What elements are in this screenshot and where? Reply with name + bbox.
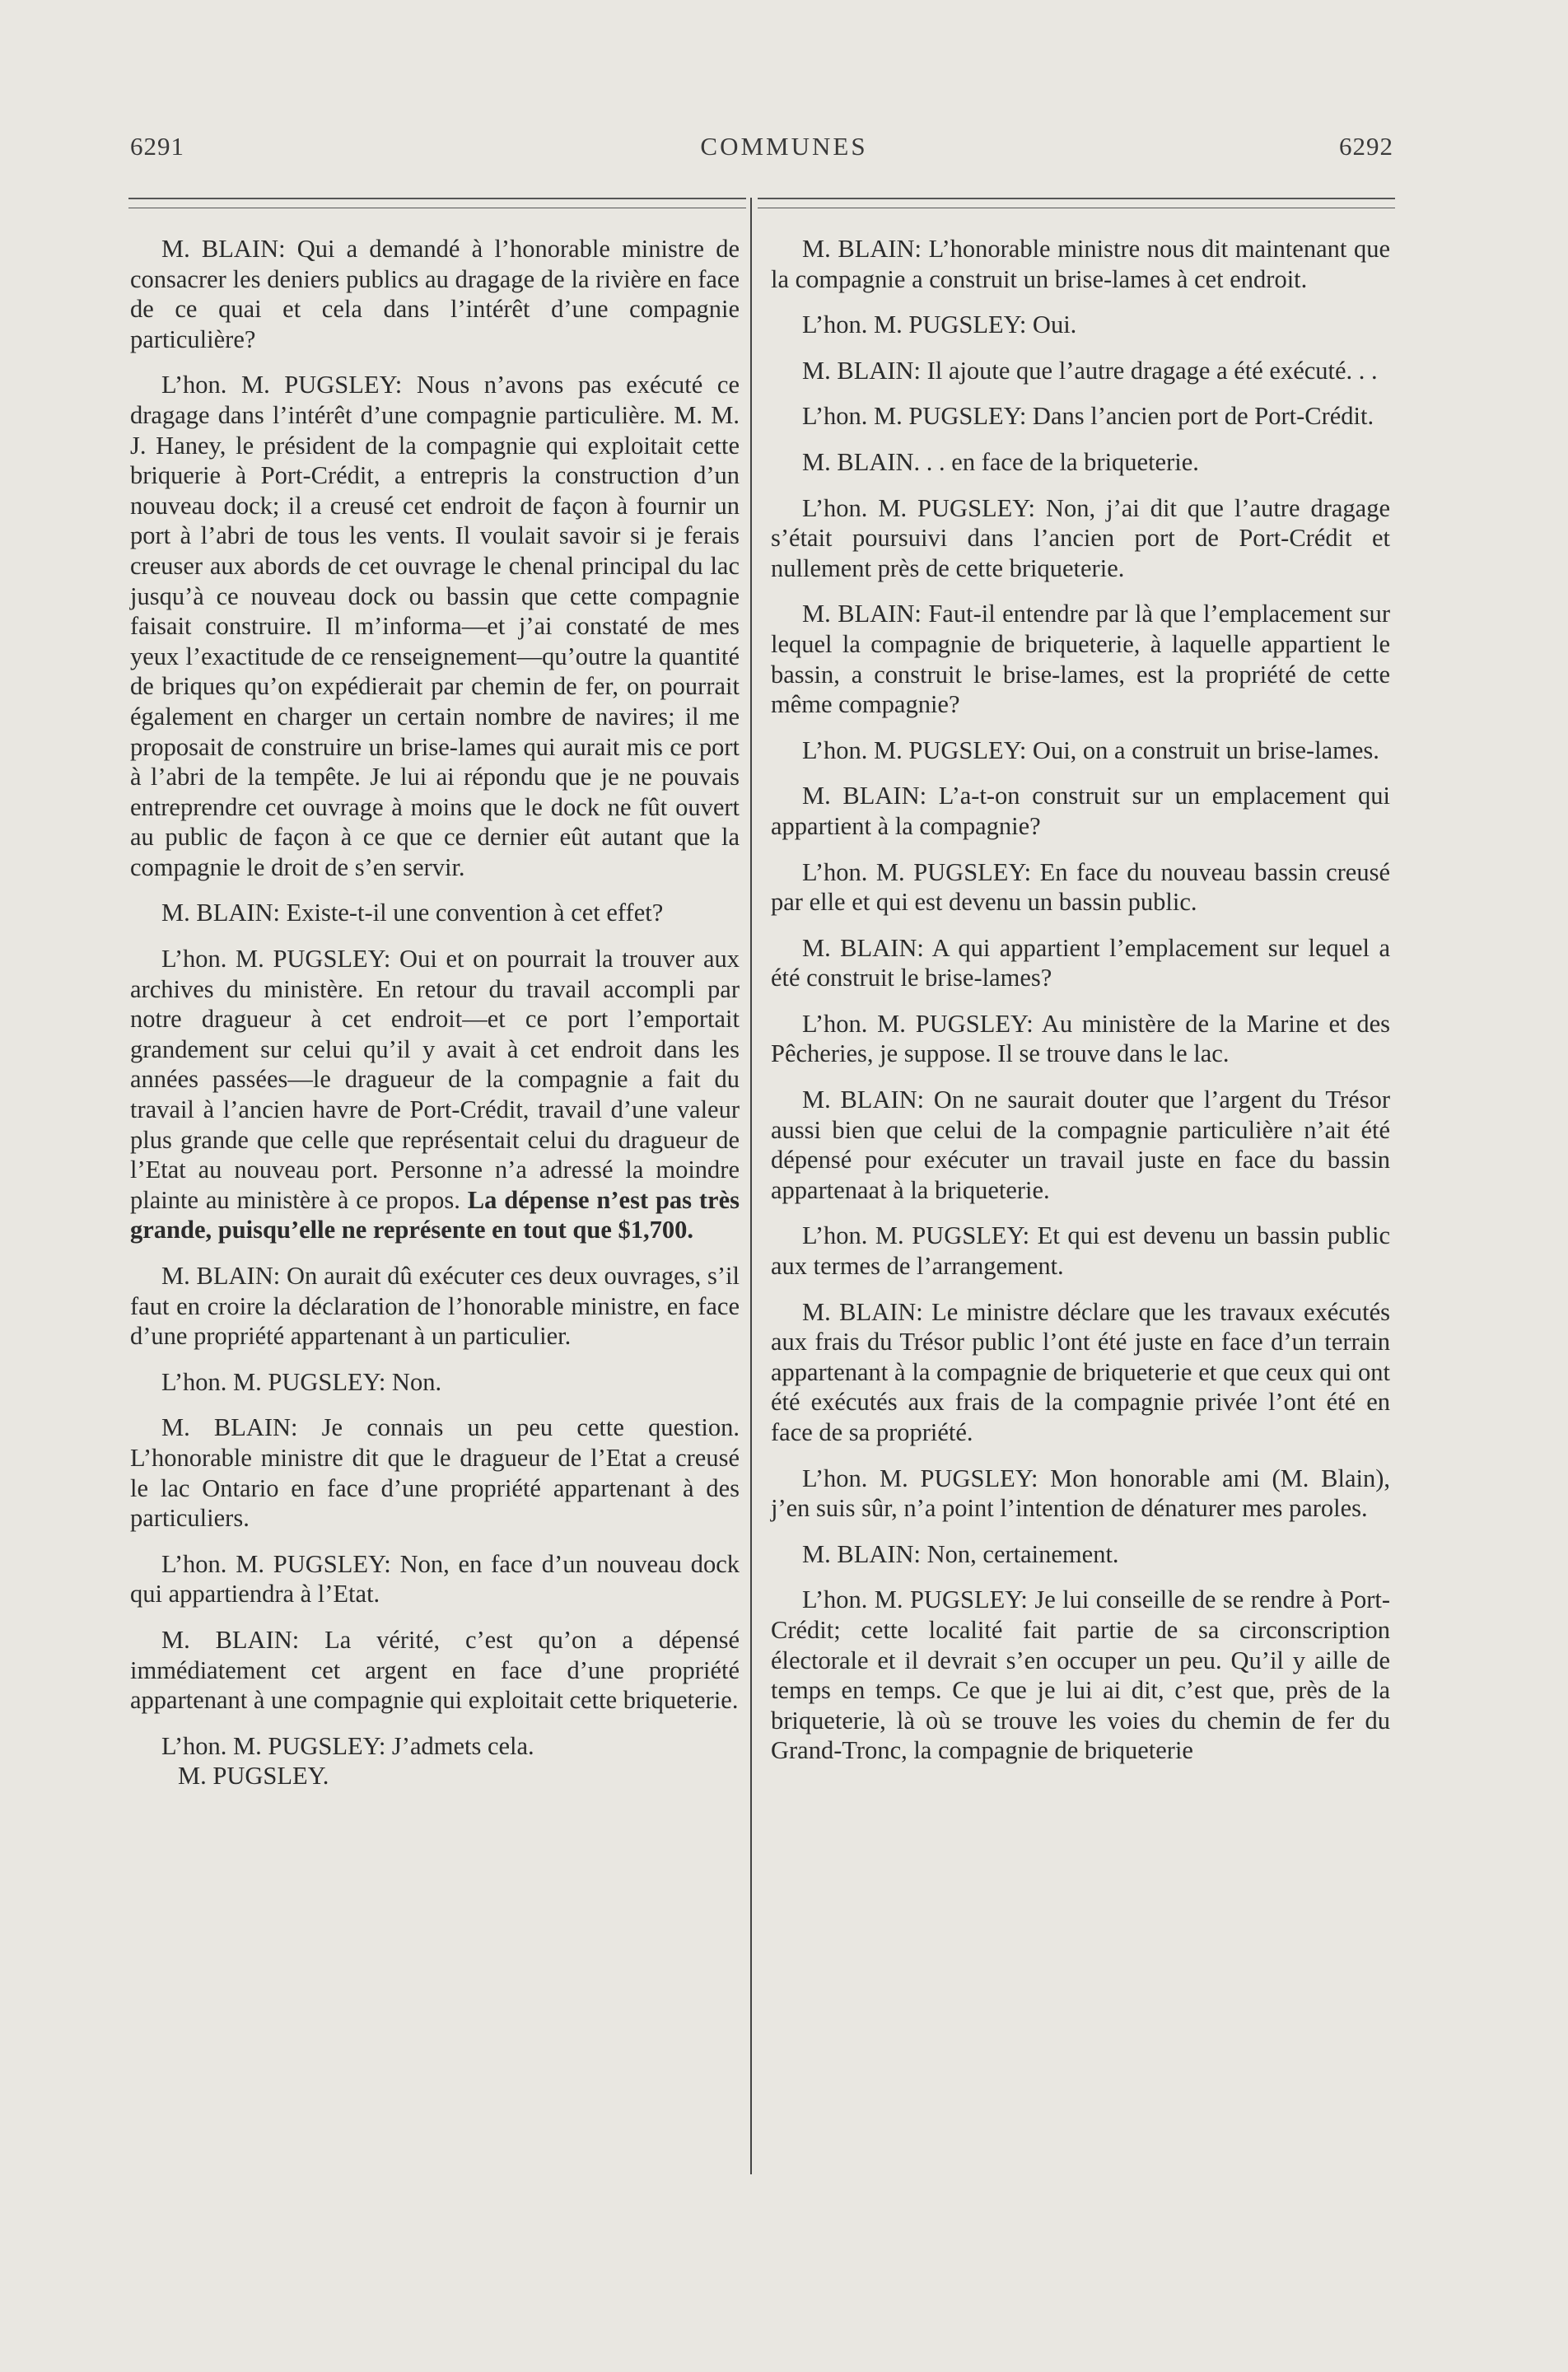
column-divider — [750, 198, 752, 2174]
paragraph: M. BLAIN: Existe-t-il une convention à cet effet? — [161, 899, 664, 927]
header-rule-left — [128, 198, 746, 199]
paragraph: M. BLAIN: Il ajoute que l’autre dragage a été exécuté. . . — [802, 356, 1378, 385]
paragraph: L’hon. M. PUGSLEY: Oui. — [802, 311, 1077, 339]
paragraph: M. BLAIN: On ne saurait douter que l’argent du Trésor aussi bien que celui de la compagnie particulière n’ait été dépensé pour exécuter un travail juste en face du bassin appartenaat à la briqueterie. — [771, 1086, 1390, 1204]
paragraph: M. BLAIN: Faut-il entendre par là que l’emplacement sur lequel la compagnie de briqueterie, à laquelle appartient le bassin, a construit le brise-lames, est la propriété de cette même compagnie? — [771, 600, 1390, 719]
paragraph: L’hon. M. PUGSLEY: En face du nouveau bassin creusé par elle et qui est devenu un bassin public. — [771, 857, 1390, 917]
paragraph — [130, 944, 740, 1245]
paragraph: L’hon. M. PUGSLEY: Et qui est devenu un bassin public aux termes de l’arrangement. — [771, 1221, 1390, 1281]
paragraph: M. BLAIN: Qui a demandé à l’honorable ministre de consacrer les deniers publics au dragage de la rivière en face de ce quai et cela dans l’intérêt d’une compagnie particulière? — [130, 235, 740, 353]
paragraph: M. BLAIN: L’a-t-on construit sur un emplacement qui appartient à la compagnie? — [771, 782, 1390, 840]
paragraph: L’hon. M. PUGSLEY: Non, j’ai dit que l’autre dragage s’était poursuivi dans l’ancien port de Port-Crédit et nullement près de cette briqueterie. — [771, 493, 1390, 582]
page-number-right: 6292 — [1339, 132, 1393, 161]
running-title: COMMUNES — [700, 132, 868, 161]
paragraph: L’hon. M. PUGSLEY: Nous n’avons pas exécuté ce dragage dans l’intérêt d’une compagnie particulière. M. M. J. Haney, le président de la compagnie qui exploitait cette briquerie à Port-Crédit, a entrepris la construction d’un nouveau dock; il a creusé cet endroit de façon à fournir un port à l’abri de tous les vents. Il voulait savoir si je ferais creuser aux abords de cet ouvrage le chenal principal du lac jusqu’à ce nouveau dock ou bassin que cette compagnie faisait construire. Il m’informa—et j’ai constaté de mes yeux l’exactitude de ce renseignement—qu’outre la quantité de briques qu’on expédierait par chemin de fer, on pourrait également en charger un certain nombre de navires; il me proposait de construire un brise-lames qui aurait mis ce port à l’abri de la tempête. Je lui ai répondu que je ne pouvais entreprendre cet ouvrage à moins que le dock ne fût ouvert au public de façon à ce que ce dernier eût autant que la compagnie le droit de s’en servir. — [130, 371, 740, 881]
left-column — [130, 234, 740, 1791]
bold-text: La dépense n’est pas très grande, puisqu’elle ne représente en tout que $1,700. — [130, 1185, 740, 1244]
paragraph-text: L’hon. M. PUGSLEY: Oui et on pourrait la trouver aux archives du ministère. En retour du travail accompli par notre dragueur à cet endroit—et ce port l’emportait grandement sur celui qu’il y avait à cet endroit dans les années passées—le dragueur de la compagnie a fait du travail à l’ancien havre de Port-Crédit, travail d’une valeur plus grande que celle que représentait celui du dragueur de l’Etat au nouveau port. Personne n’a adressé la moindre plainte au ministère à ce propos. — [130, 945, 740, 1214]
page-number-left: 6291 — [130, 132, 184, 161]
paragraph: M. BLAIN: On aurait dû exécuter ces deux ouvrages, s’il faut en croire la déclaration de l’honorable ministre, en face d’une propriété appartenant à un particulier. — [130, 1262, 740, 1351]
right-column — [771, 234, 1390, 1781]
paragraph: M. BLAIN: Non, certainement. — [802, 1539, 1119, 1568]
paragraph: M. BLAIN: La vérité, c’est qu’on a dépensé immédiatement cet argent en face d’une propriété appartenant à une compagnie qui exploitait cette briqueterie. — [130, 1625, 740, 1715]
paragraph: L’hon. M. PUGSLEY: Oui, on a construit un brise-lames. — [802, 735, 1379, 764]
header-rule-right — [758, 198, 1395, 199]
paragraph: M. BLAIN: Le ministre déclare que les travaux exécutés aux frais du Trésor public l’ont été juste en face d’un terrain appartenant à la compagnie de briqueterie et que ceux qui ont été exécutés aux frais de la compagnie privée l’ont été en face de sa propriété. — [771, 1297, 1390, 1446]
footer-signature: M. PUGSLEY. — [178, 1762, 329, 1791]
paragraph: L’hon. M. PUGSLEY: Dans l’ancien port de Port-Crédit. — [802, 402, 1374, 431]
paragraph: M. BLAIN: Je connais un peu cette question. L’honorable ministre dit que le dragueur de l’Etat a creusé le lac Ontario en face d’une propriété appartenant à des particuliers. — [130, 1413, 740, 1533]
paragraph: L’hon. M. PUGSLEY: Mon honorable ami (M. Blain), j’en suis sûr, n’a point l’intention de dénaturer mes paroles. — [771, 1464, 1390, 1523]
paragraph: M. BLAIN. . . en face de la briqueterie. — [802, 447, 1199, 476]
paragraph: L’hon. M. PUGSLEY: Je lui conseille de se rendre à Port-Crédit; cette localité fait partie de sa circonscription électorale et il devrait s’en occuper un peu. Qu’il y aille de temps en temps. Ce que je lui ai dit, c’est que, près de la briqueterie, là où se trouve les voies du chemin de fer du Grand-Tronc, la compagnie de briqueterie — [771, 1585, 1390, 1765]
paragraph: L’hon. M. PUGSLEY: J’admets cela. — [161, 1731, 534, 1760]
paragraph: L’hon. M. PUGSLEY: Au ministère de la Marine et des Pêcheries, je suppose. Il se trouve dans le lac. — [771, 1009, 1390, 1068]
paragraph: L’hon. M. PUGSLEY: Non. — [161, 1367, 442, 1396]
paragraph: M. BLAIN: A qui appartient l’emplacement sur lequel a été construit le brise-lames? — [771, 933, 1390, 992]
paragraph: L’hon. M. PUGSLEY: Non, en face d’un nouveau dock qui appartiendra à l’Etat. — [130, 1549, 740, 1609]
paragraph: M. BLAIN: L’honorable ministre nous dit maintenant que la compagnie a construit un brise-lames à cet endroit. — [771, 235, 1390, 293]
